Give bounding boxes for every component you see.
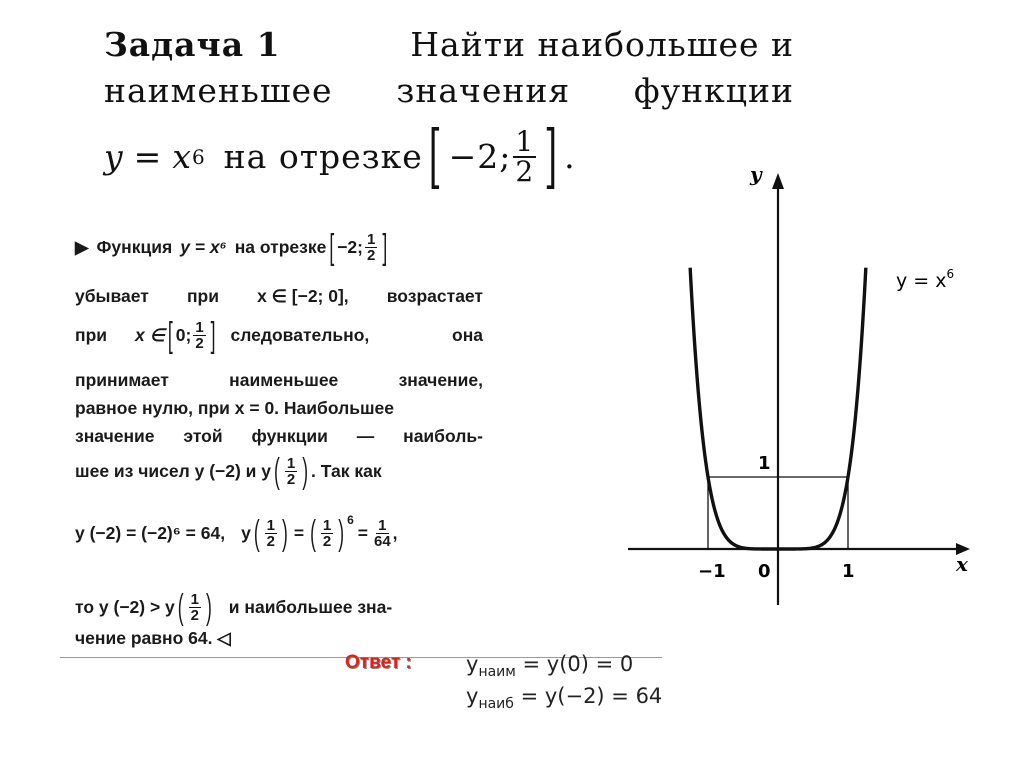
sol-l3-w1: следовательно,: [230, 325, 370, 345]
sol-l3-x: x ∈: [135, 325, 165, 345]
sol-l6-w4: —: [356, 426, 375, 446]
sol-l1-bracket-open: [: [329, 226, 335, 267]
task-word-2: значения: [396, 71, 571, 110]
answer-max-line: [466, 684, 662, 712]
sol-line-9: [75, 586, 483, 627]
sol-l10: чение равно 64. ◁: [75, 628, 231, 648]
sol-l3-half-num: 1: [195, 319, 204, 336]
task-right-fraction: [513, 125, 536, 188]
sol-line-7: [75, 450, 483, 491]
function-graph: [620, 165, 980, 615]
sol-l7-paren-open: (: [274, 450, 280, 491]
sol-l7-post: . Так как: [311, 461, 382, 481]
task-label: Задача 1: [104, 25, 281, 64]
task-bracket-open: [: [428, 115, 443, 197]
sol-l9-half: [189, 592, 201, 623]
sol-line-8: [75, 512, 483, 553]
sol-l7-half: [285, 456, 297, 487]
sol-l6-w2: этой: [183, 426, 223, 446]
task-bracket-close: ]: [544, 115, 559, 197]
sol-l4-w2: наименьшее: [229, 370, 339, 390]
answer-min-line: [466, 652, 633, 680]
sol-l7-half-num: 1: [286, 455, 296, 472]
sol-line-6: [75, 426, 483, 447]
sol-l8-res-num: 1: [378, 517, 387, 534]
sol-l6-w3: функции: [251, 426, 328, 446]
sol-l8-comma: ,: [392, 523, 398, 543]
sol-line-2: [75, 286, 483, 307]
sol-l1-left: −2;: [337, 237, 363, 257]
tick-label-pos1: 1: [842, 561, 855, 582]
sol-l8-result: [374, 518, 391, 549]
answer-min-rest: = y(0) = 0: [515, 652, 634, 676]
answer-label: Ответ :: [345, 652, 412, 673]
sol-l8-half2-den: 2: [322, 533, 332, 550]
sol-l6-w1: значение: [75, 426, 155, 446]
sol-l1-half-num: 1: [366, 231, 376, 248]
tick-label-y1: 1: [758, 453, 771, 474]
task-line-1: [104, 22, 794, 68]
sol-l9-half-den: 2: [190, 607, 199, 624]
answer-max-y: y: [466, 684, 479, 708]
sol-l8-half-2: [321, 518, 333, 549]
sol-l7-half-den: 2: [286, 471, 296, 488]
task-line1-text: Найти наибольшее и: [410, 25, 794, 64]
sol-l6-w5: наиболь-: [403, 426, 483, 446]
task-left-end: −2;: [448, 137, 512, 176]
sol-l8-half2-num: 1: [322, 517, 332, 534]
y-axis-label: y: [750, 165, 762, 186]
sol-l8-half-1: [265, 518, 277, 549]
sol-l5: равное нулю, при x = 0. Наибольшее: [75, 398, 395, 418]
sol-l3-w2: она: [452, 325, 483, 345]
sol-l8-paren2-open: (: [310, 512, 316, 553]
sol-l3-bracket-open: [: [167, 314, 173, 355]
sol-l9-post: и наибольшее зна-: [228, 597, 393, 617]
sol-l8-half1-den: 2: [266, 533, 275, 550]
sol-l7-pre: шее из чисел y (−2) и y: [75, 461, 272, 481]
sol-l2-w2: при: [186, 286, 219, 306]
tick-label-zero: 0: [758, 561, 771, 582]
sol-l1-segment: на отрезке: [234, 237, 327, 257]
task-func-x: x: [172, 137, 192, 176]
sol-l1-prefix: Функция: [96, 237, 173, 257]
curve-label-base: y = x: [896, 270, 947, 292]
answer-max-sub: наиб: [478, 696, 514, 713]
sol-line-4: [75, 370, 483, 391]
task-segment-text: на отрезке: [223, 137, 423, 176]
sol-l1-half-den: 2: [366, 247, 376, 264]
sol-l3-zero: 0;: [175, 325, 192, 345]
sol-l3-half: [193, 320, 205, 351]
task-func-y: y: [104, 137, 124, 176]
answer-min-sub: наим: [478, 664, 516, 681]
sol-line-3: [75, 314, 483, 355]
y-axis-arrow: [772, 173, 784, 189]
sol-l2-w4: возрастает: [386, 286, 483, 306]
sol-line-10: [75, 628, 483, 649]
sol-l1-func: y = x⁶: [180, 237, 227, 257]
sol-l8-exp: 6: [347, 512, 354, 527]
sol-l8-half1-num: 1: [266, 517, 275, 534]
sol-l8-eq2: =: [357, 523, 368, 543]
sol-l8-b: y: [241, 523, 251, 543]
sol-line-1: [75, 226, 483, 267]
sol-l2-w1: убывает: [75, 286, 149, 306]
sol-l1-bracket-close: ]: [382, 226, 388, 267]
sol-l9-pre: то y (−2) > y: [75, 597, 175, 617]
sol-l8-paren2-close: ): [338, 512, 345, 553]
sol-l3-pre: при: [75, 325, 108, 345]
sol-line-5: [75, 398, 483, 419]
sol-l7-paren-close: ): [302, 450, 309, 491]
sol-l1-half: [365, 232, 377, 263]
answer-max-rest: = y(−2) = 64: [513, 684, 663, 708]
sol-l8-paren1-open: (: [253, 512, 260, 553]
task-frac-num: 1: [515, 125, 535, 158]
sol-l8-eq: =: [293, 523, 305, 543]
sol-l9-paren-open: (: [177, 586, 184, 627]
task-word-1: наименьшее: [104, 71, 333, 110]
task-period: .: [564, 137, 576, 176]
task-line-2: [104, 68, 794, 114]
sol-marker: ▶: [75, 237, 89, 257]
task-frac-den: 2: [515, 155, 535, 188]
task-func-eq: =: [133, 137, 163, 176]
tick-label-neg1: −1: [698, 561, 726, 582]
task-word-3: функции: [633, 71, 794, 110]
task-func-exp: 6: [191, 145, 206, 169]
task-statement: [104, 22, 794, 197]
sol-l4-w3: значение,: [398, 370, 483, 390]
sol-l3-half-den: 2: [195, 335, 204, 352]
curve-label-exp: 6: [946, 267, 955, 281]
sol-l4-w1: принимает: [75, 370, 169, 390]
sol-l9-half-num: 1: [190, 591, 199, 608]
sol-l3-bracket-close: ]: [210, 314, 216, 355]
sol-l8-paren1-close: ): [282, 512, 288, 553]
answer-min-y: y: [466, 652, 479, 676]
sol-l8-res-den: 64: [373, 533, 391, 550]
sol-l8-a: y (−2) = (−2)⁶ = 64,: [75, 523, 226, 543]
sol-l2-w3: x ∈ [−2; 0],: [257, 286, 349, 306]
sol-l9-paren-close: ): [205, 586, 212, 627]
x-axis-label: x: [956, 552, 968, 576]
curve-label: [896, 267, 954, 292]
